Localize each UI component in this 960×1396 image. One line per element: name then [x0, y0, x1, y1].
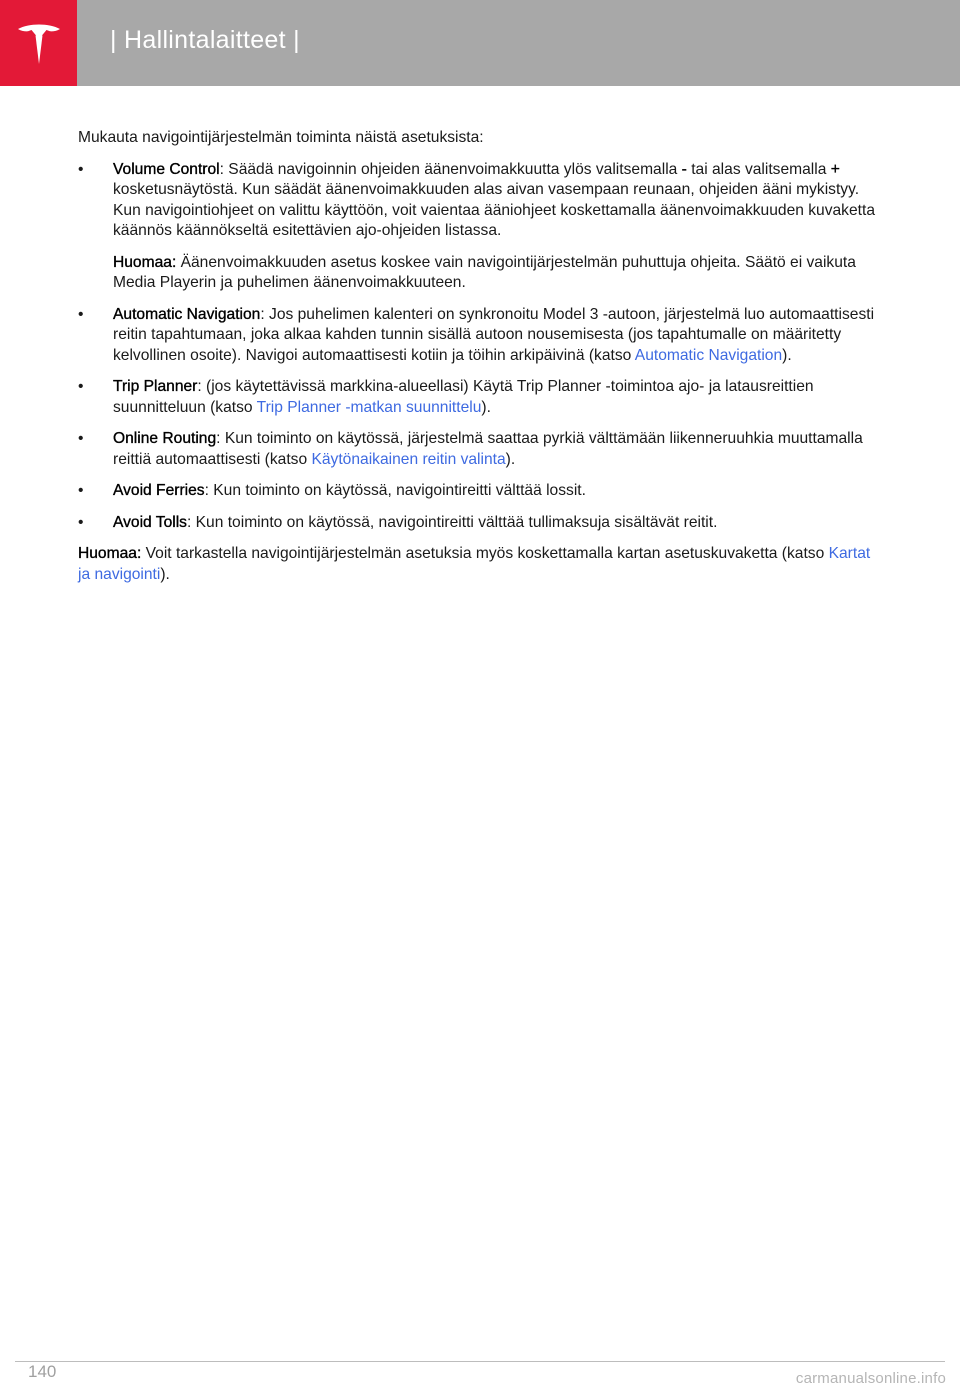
term-automatic-navigation: Automatic Navigation — [113, 305, 261, 323]
term-avoid-ferries: Avoid Ferries — [113, 482, 205, 499]
item-paragraph — [113, 429, 878, 470]
item-text: : Kun toiminto on käytössä, navigointireitti välttää lossit. — [204, 482, 586, 499]
item-text: : Kun toiminto on käytössä, järjestelmä saattaa pyrkiä välttämään liikenneruuhkia muuttamalla reittiä automaattisesti (katso — [113, 430, 863, 468]
page-content — [78, 128, 878, 585]
item-text: ). — [481, 398, 491, 416]
intro-paragraph: Mukauta navigointijärjestelmän toiminta näistä asetuksista: — [78, 129, 484, 146]
link-trip-planner[interactable]: Trip Planner -matkan suunnittelu — [256, 398, 482, 416]
term-online-routing: Online Routing — [113, 430, 217, 447]
watermark: carmanualsonline.info — [795, 1370, 946, 1387]
term-volume-control: Volume Control — [113, 160, 220, 178]
inline-note — [113, 253, 878, 294]
list-item-automatic-navigation — [78, 305, 878, 367]
section-title: | Hallintalaitteet | — [110, 26, 300, 54]
term-avoid-tolls: Avoid Tolls — [113, 513, 187, 531]
item-paragraph — [113, 513, 878, 534]
list-item-volume-control — [78, 160, 878, 294]
item-paragraph — [113, 377, 878, 418]
footer-divider — [15, 1361, 945, 1362]
plus-symbol: + — [830, 160, 840, 178]
bullet: • — [78, 305, 84, 323]
item-text: ). — [782, 346, 792, 364]
item-text: tai alas valitsemalla — [686, 160, 831, 178]
note-paragraph — [78, 544, 878, 585]
link-maps-navigation[interactable]: Kartat ja navigointi — [78, 545, 871, 583]
page-number: 140 — [28, 1362, 57, 1381]
note-label: Huomaa: — [113, 253, 177, 271]
item-text: kosketusnäytöstä. Kun säädät äänenvoimakkuuden alas aivan vasempaan reunaan, ohjeiden ääni mykistyy. Kun navigointiohjeet on valittu käyttöön, voit vaientaa ääniohjeet koskettamalla äänenvoimakkuuden kuvaketta käännös käännökseltä esitettävien ajo-ohjeiden listassa. — [113, 181, 875, 239]
link-online-routing[interactable]: Käytönaikainen reitin valinta — [311, 450, 506, 468]
page-header — [0, 0, 960, 86]
item-text: : Säädä navigoinnin ohjeiden äänenvoimakkuutta ylös valitsemalla — [219, 160, 682, 178]
bullet: • — [78, 160, 84, 178]
brand-logo-tile — [0, 0, 77, 86]
item-paragraph — [113, 305, 878, 367]
item-text: : (jos käytettävissä markkina-alueellasi) Käytä Trip Planner -toimintoa ajo- ja latausreittien suunnitteluun (katso — [113, 378, 814, 416]
tesla-logo-icon — [15, 20, 63, 68]
bullet: • — [78, 482, 84, 499]
bullet: • — [78, 378, 84, 395]
minus-symbol: - — [681, 160, 687, 178]
item-paragraph — [113, 481, 878, 502]
list-item-trip-planner — [78, 377, 878, 418]
term-trip-planner: Trip Planner — [113, 378, 198, 395]
bullet: • — [78, 513, 84, 531]
note-text: Äänenvoimakkuuden asetus koskee vain navigointijärjestelmän puhuttuja ohjeita. Säätö ei vaikuta Media Playerin ja puhelimen äänenvoimakkuuteen. — [113, 253, 856, 291]
item-text: : Kun toiminto on käytössä, navigointireitti välttää tullimaksuja sisältävät reitit. — [186, 513, 718, 531]
note-label: Huomaa: — [78, 545, 142, 562]
settings-list — [78, 160, 878, 534]
list-item-avoid-ferries — [78, 481, 878, 502]
bullet: • — [78, 430, 84, 447]
note-text: Voit tarkastella navigointijärjestelmän asetuksia myös koskettamalla kartan asetuskuvaketta (katso — [141, 545, 829, 562]
item-text: ). — [505, 450, 516, 468]
list-item-avoid-tolls — [78, 513, 878, 534]
item-paragraph — [113, 160, 878, 242]
note-text-end: ). — [160, 565, 170, 583]
list-item-online-routing — [78, 429, 878, 470]
item-text: : Jos puhelimen kalenteri on synkronoitu Model 3 -autoon, järjestelmä luo automaattisesti reitin tapahtumaan, joka alkaa kahden tunnin sisällä autoon nousemisesta (jos tapahtumalle on määritetty kelvollinen osoite). Navigoi automaattisesti kotiin ja töihin arkipäivinä (katso — [113, 305, 875, 364]
link-automatic-navigation[interactable]: Automatic Navigation — [634, 346, 783, 364]
